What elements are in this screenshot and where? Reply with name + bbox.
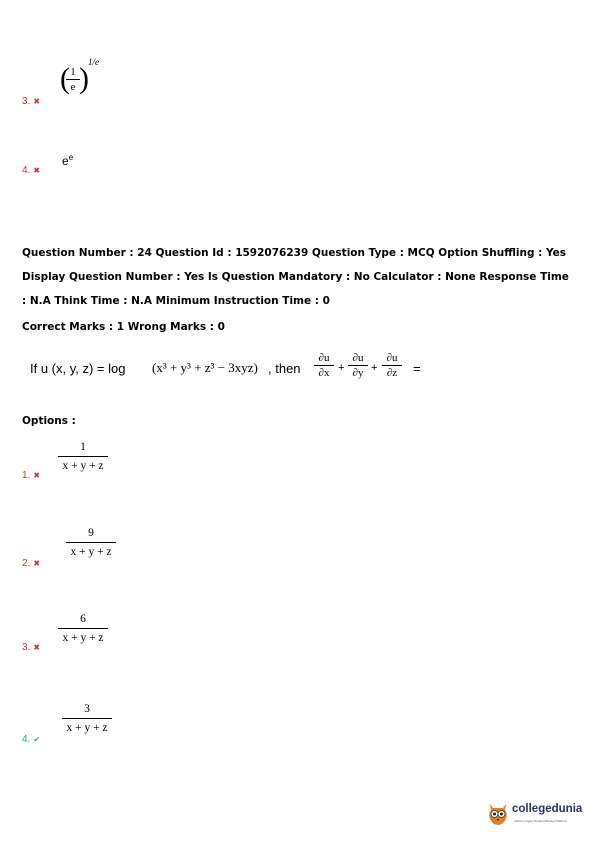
equals-sign: = [413, 361, 421, 376]
power-exponent: e [68, 153, 74, 162]
partial-x-fraction [314, 352, 334, 379]
fraction-bar [62, 718, 112, 719]
fraction-denominator: x + y + z [62, 460, 104, 472]
option-number [22, 734, 40, 745]
fraction-bar [58, 456, 108, 457]
fraction-bar [66, 542, 116, 543]
option-3 [0, 612, 200, 657]
power-base: e [62, 154, 69, 168]
fraction-bar [58, 628, 108, 629]
wrong-mark-icon: ✖ [33, 471, 41, 480]
partial-numerator: ∂u [386, 352, 398, 364]
log-argument: (x³ + y³ + z³ − 3xyz) [152, 360, 258, 375]
paren-numerator: 1 [70, 66, 76, 78]
fraction-bar [348, 365, 368, 366]
partial-denominator: ∂z [386, 367, 398, 379]
option-number [22, 642, 40, 653]
logo-wordmark: collegedunia [512, 803, 583, 815]
exponent-numerator: 1 [88, 57, 93, 67]
option-number-text: 1. [22, 470, 31, 481]
question-then: , then [268, 361, 301, 376]
prev-option-4 [0, 145, 200, 185]
wrong-mark-icon: ✖ [33, 166, 41, 175]
fraction-denominator: x + y + z [66, 722, 108, 734]
option-fraction [58, 612, 108, 645]
wrong-mark-icon: ✖ [33, 559, 41, 568]
paren-denominator: e [70, 81, 76, 93]
question-meta-line-1: Question Number : 24 Question Id : 1592076239 Question Type : MCQ Option Shuffling : Yes [22, 247, 567, 259]
fraction-bar [314, 365, 334, 366]
logo-tagline: India's Largest Student Review Platform [514, 819, 568, 823]
wrong-mark-icon: ✖ [33, 643, 41, 652]
fraction-numerator: 1 [80, 441, 86, 453]
marks-line: Correct Marks : 1 Wrong Marks : 0 [22, 321, 225, 333]
correct-check-icon: ✔ [33, 735, 41, 744]
fraction-numerator: 6 [80, 613, 86, 625]
question-meta-line-2: Display Question Number : Yes Is Question Mandatory : No Calculator : None Response Time [22, 271, 569, 283]
option-number [22, 165, 40, 176]
exponent: 1/e [88, 57, 100, 67]
partial-denominator: ∂x [318, 367, 330, 379]
paren-right: ) [79, 62, 89, 95]
option-number-text: 4. [22, 734, 31, 745]
partial-denominator: ∂y [352, 367, 364, 379]
option-fraction [62, 702, 112, 735]
option-2 [0, 526, 200, 571]
option-number-text: 3. [22, 642, 31, 653]
fraction-bar [66, 79, 80, 80]
fraction-denominator: x + y + z [70, 546, 112, 558]
option-number-text: 4. [22, 165, 31, 176]
partial-z-fraction [382, 352, 402, 379]
plus-sign: + [338, 362, 345, 374]
collegedunia-logo [487, 800, 587, 832]
question-text [30, 350, 450, 395]
option-fraction [66, 526, 116, 559]
option-number-text: 2. [22, 558, 31, 569]
option-number [22, 96, 40, 107]
fraction-denominator: x + y + z [62, 632, 104, 644]
option-fraction [58, 440, 108, 473]
question-meta-line-3: : N.A Think Time : N.A Minimum Instruction Time : 0 [22, 295, 330, 307]
options-label: Options : [22, 415, 76, 427]
prev-option-3 [0, 55, 200, 115]
wrong-mark-icon: ✖ [33, 97, 41, 106]
option-number-text: 3. [22, 96, 31, 107]
plus-sign: + [371, 362, 378, 374]
fraction-numerator: 3 [84, 703, 90, 715]
power-expression [62, 153, 73, 168]
paren-fraction [66, 66, 80, 93]
fraction-numerator: 9 [88, 527, 94, 539]
partial-y-fraction [348, 352, 368, 379]
owl-mascot-icon [487, 802, 509, 826]
option-number [22, 470, 40, 481]
question-prefix: If u (x, y, z) = log [30, 361, 126, 376]
partial-numerator: ∂u [318, 352, 330, 364]
option-number [22, 558, 40, 569]
partial-numerator: ∂u [352, 352, 364, 364]
option-4 [0, 702, 200, 747]
option-1 [0, 440, 200, 485]
fraction-bar [382, 365, 402, 366]
exponent-denominator: e [95, 57, 100, 67]
paren-left: ( [60, 62, 70, 95]
